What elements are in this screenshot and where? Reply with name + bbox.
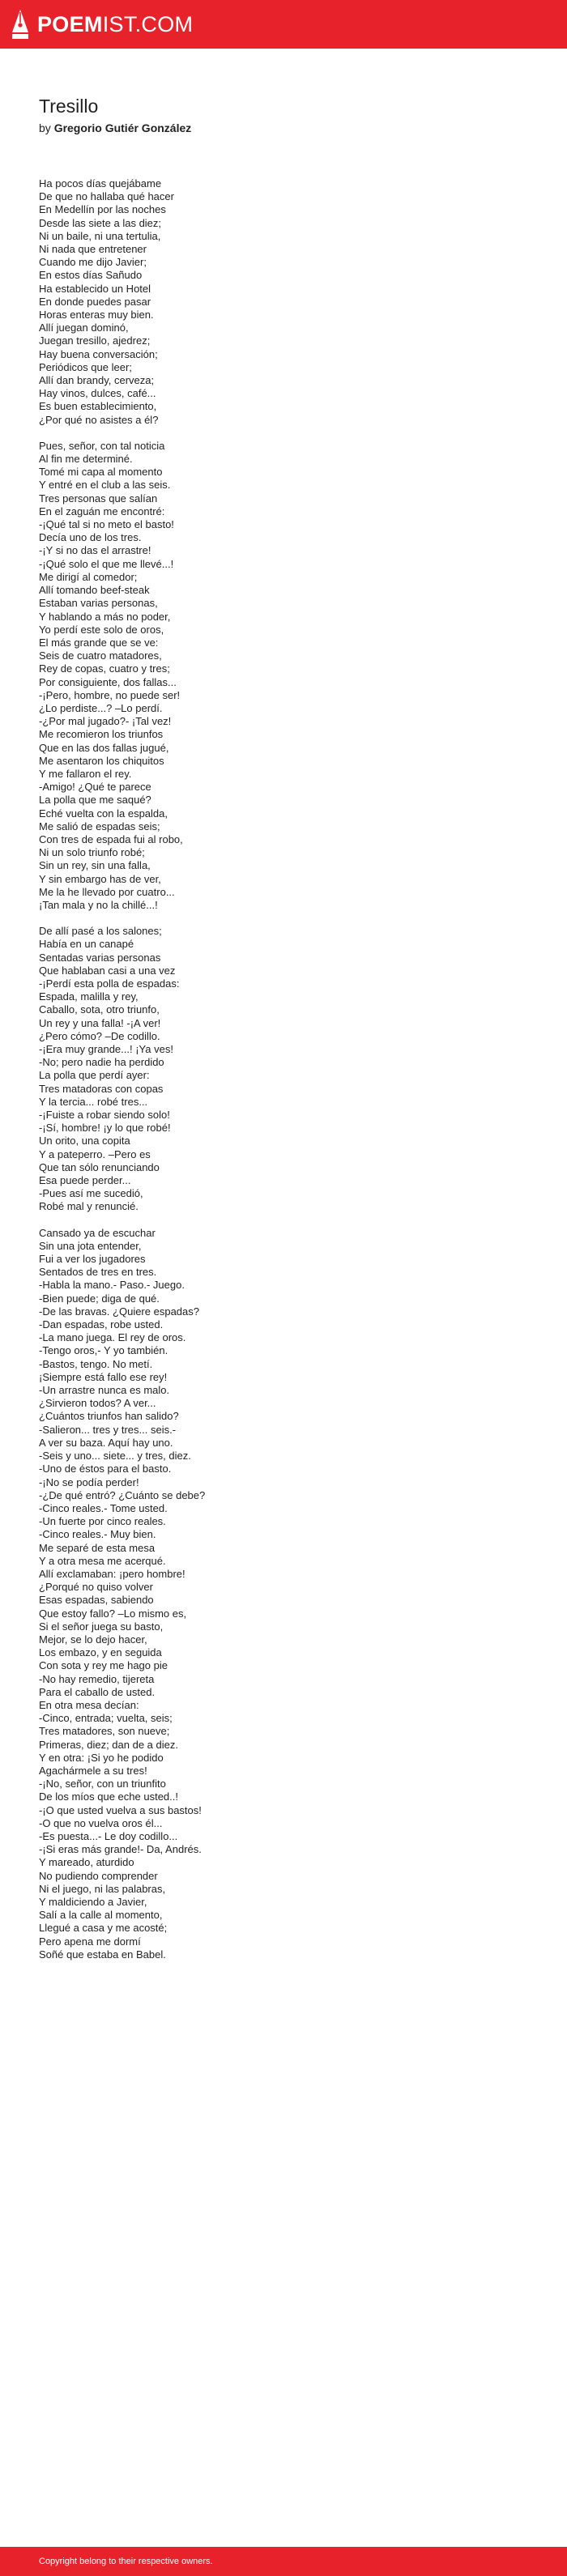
poem-line: Pero apena me dormí xyxy=(39,1935,141,1948)
byline xyxy=(39,121,567,134)
poem-line: -No; pero nadie ha perdido xyxy=(39,1056,164,1069)
poem-line: Y a otra mesa me acerqué. xyxy=(39,1554,166,1567)
poem-line: ¿Pero cómo? –De codillo. xyxy=(39,1029,160,1042)
poem-line: Fui a ver los jugadores xyxy=(39,1253,146,1266)
poem-line: Y mareado, aturdido xyxy=(39,1856,134,1869)
poem-line: Si el señor juega su basto, xyxy=(39,1620,164,1633)
pen-nib-icon xyxy=(10,8,31,40)
poem-line: -Seis y uno... siete... y tres, diez. xyxy=(39,1450,191,1463)
poem-line: Agachármele a su tres! xyxy=(39,1764,147,1777)
poem-line: -¿De qué entró? ¿Cuánto se debe? xyxy=(39,1488,206,1501)
poem-line: -De las bravas. ¿Quiere espadas? xyxy=(39,1305,199,1318)
poem-line: Ni un solo triunfo robé; xyxy=(39,846,145,859)
poem-line: Me separé de esta mesa xyxy=(39,1541,156,1554)
poem-line: ¡Siempre está fallo ese rey! xyxy=(39,1370,168,1383)
poem-line: De allí pasé a los salones; xyxy=(39,925,162,938)
poem-line: Mejor, se lo dejo hacer, xyxy=(39,1633,147,1646)
copyright-text: Copyright belong to their respective owners. xyxy=(39,2557,213,2566)
poem-line: Primeras, diez; dan de a diez. xyxy=(39,1738,178,1751)
poem-line: ¿Lo perdiste...? –Lo perdí. xyxy=(39,701,163,714)
poem-line: ¡Tan mala y no la chillé...! xyxy=(39,898,158,911)
poem-line: Allí juegan dominó, xyxy=(39,321,129,334)
poem-line: -No hay remedio, tijereta xyxy=(39,1672,155,1685)
poem-line: Tomé mi capa al momento xyxy=(39,466,163,479)
poem-line: -Salieron... tres y tres... seis.- xyxy=(39,1423,177,1436)
poem-line: -¡No se podía perder! xyxy=(39,1475,139,1488)
poem-line: -¡Y si no das el arrastre! xyxy=(39,544,151,557)
poem-stanza xyxy=(39,1227,567,1961)
poem-line: Ha pocos días quejábame xyxy=(39,177,162,189)
poem-line: -¡Si eras más grande!- Da, Andrés. xyxy=(39,1843,202,1856)
poem-line: -Amigo! ¿Qué te parece xyxy=(39,781,151,794)
poem-line: Me recomieron los triunfos xyxy=(39,728,164,741)
poem-line: -¡Era muy grande...! ¡Ya ves! xyxy=(39,1043,173,1055)
poem-line: -¡Qué tal si no meto el basto! xyxy=(39,518,174,531)
poem-line: Y la tercia... robé tres... xyxy=(39,1095,148,1108)
poem-line: -Un arrastre nunca es malo. xyxy=(39,1384,170,1397)
poem-line: Me la he llevado por cuatro... xyxy=(39,885,175,898)
poem-line: Y entré en el club a las seis. xyxy=(39,479,171,492)
poem-line: Me salió de espadas seis; xyxy=(39,820,160,832)
poem-line: Estaban varias personas, xyxy=(39,597,158,610)
poem-line: Sentados de tres en tres. xyxy=(39,1266,157,1279)
poem-line: Esas espadas, sabiendo xyxy=(39,1594,154,1607)
poem-line: El más grande que se ve: xyxy=(39,636,159,649)
poem-line: De los míos que eche usted..! xyxy=(39,1790,178,1803)
poem-line: -Bien puede; diga de qué. xyxy=(39,1292,160,1305)
poem-line: -Es puesta...- Le doy codillo... xyxy=(39,1829,178,1842)
poem-line: -Un fuerte por cinco reales. xyxy=(39,1515,166,1528)
poem-line: Periódicos que leer; xyxy=(39,360,132,373)
author-name[interactable]: Gregorio Gutiér González xyxy=(53,121,192,134)
poem-line: Y sin embargo has de ver, xyxy=(39,872,161,885)
poem-line: La polla que me saqué? xyxy=(39,794,151,807)
poem-line: Sin un rey, sin una falla, xyxy=(39,859,151,872)
poem-line: Sentadas varias personas xyxy=(39,951,161,964)
poem-line: -Tengo oros,- Y yo también. xyxy=(39,1344,168,1357)
poem-line: ¿Cuántos triunfos han salido? xyxy=(39,1410,179,1423)
poem-line: Robé mal y renuncié. xyxy=(39,1200,139,1213)
poem-line: Que tan sólo renunciando xyxy=(39,1160,160,1173)
poem-line: -O que no vuelva oros él... xyxy=(39,1816,163,1829)
poem-line: Me dirigí al comedor; xyxy=(39,570,138,583)
poem-line: Con sota y rey me hago pie xyxy=(39,1659,168,1672)
poem-line: Cuando me dijo Javier; xyxy=(39,256,147,269)
site-footer xyxy=(0,2547,567,2576)
poem-line: Caballo, sota, otro triunfo, xyxy=(39,1003,160,1016)
poem-line: Allí dan brandy, cerveza; xyxy=(39,374,155,387)
poem-line: -Cinco reales.- Tome usted. xyxy=(39,1501,168,1514)
poem-line: Los embazo, y en seguida xyxy=(39,1646,162,1659)
main-content xyxy=(0,49,567,2547)
poem-line: Y a pateperro. –Pero es xyxy=(39,1147,151,1160)
poem-stanza xyxy=(39,177,567,427)
byline-prefix: by xyxy=(39,121,54,134)
poem-line: Un orito, una copita xyxy=(39,1135,130,1147)
poem-line: Tres matadores, son nueve; xyxy=(39,1725,170,1738)
poem-body xyxy=(39,177,567,1961)
logo-text-light: IST.COM xyxy=(102,11,194,36)
poem-line: Allí tomando beef-steak xyxy=(39,584,150,597)
poem-line: -¡Fuiste a robar siendo solo! xyxy=(39,1109,170,1122)
poem-title: Tresillo xyxy=(39,96,99,117)
poem-line: De que no hallaba qué hacer xyxy=(39,190,174,203)
poem-line: -¡Pero, hombre, no puede ser! xyxy=(39,688,181,701)
poem-line: Que en las dos fallas jugué, xyxy=(39,741,169,754)
poem-line: Eché vuelta con la espalda, xyxy=(39,807,168,820)
poem-line: Pues, señor, con tal noticia xyxy=(39,439,165,452)
poem-line: Al fin me determiné. xyxy=(39,453,133,466)
poem-line: Ni el juego, ni las palabras, xyxy=(39,1882,166,1895)
poem-line: Cansado ya de escuchar xyxy=(39,1226,156,1239)
poem-line: -¡Sí, hombre! ¡y lo que robé! xyxy=(39,1122,171,1135)
poem-line: Espada, malilla y rey, xyxy=(39,990,139,1003)
site-logo[interactable] xyxy=(10,8,193,40)
poem-line: ¿Sirvieron todos? A ver... xyxy=(39,1397,156,1410)
poem-line: -¡O que usted vuelva a sus bastos! xyxy=(39,1803,202,1816)
poem-line: Esa puede perder... xyxy=(39,1174,131,1187)
poem-line: -¡Perdí esta polla de espadas: xyxy=(39,977,180,990)
poem-line: Tres matadoras con copas xyxy=(39,1082,164,1095)
poem-line: En Medellín por las noches xyxy=(39,203,166,216)
poem-line: Por consiguiente, dos fallas... xyxy=(39,675,177,688)
poem-line: En estos días Sañudo xyxy=(39,269,143,282)
poem-line: En el zaguán me encontré: xyxy=(39,505,165,517)
poem-line: No pudiendo comprender xyxy=(39,1869,158,1882)
poem-line: Llegué a casa y me acosté; xyxy=(39,1922,168,1935)
poem-line: -¡Qué solo el que me llevé...! xyxy=(39,557,174,570)
poem-line: ¿Porqué no quiso volver xyxy=(39,1581,153,1594)
poem-line: ¿Por qué no asistes a él? xyxy=(39,413,159,426)
poem-line: Que hablaban casi a una vez xyxy=(39,964,176,977)
poem-line: Hay vinos, dulces, café... xyxy=(39,387,156,400)
poem-line: Desde las siete a las diez; xyxy=(39,216,162,229)
poem-line: Soñé que estaba en Babel. xyxy=(39,1948,166,1961)
poem-line: Me asentaron los chiquitos xyxy=(39,754,164,767)
poem-line: Salí a la calle al momento, xyxy=(39,1909,163,1922)
logo-text-bold: POEM xyxy=(37,11,103,36)
poem-line: Juegan tresillo, ajedrez; xyxy=(39,334,151,347)
poem-line: Es buen establecimiento, xyxy=(39,400,157,413)
site-header xyxy=(0,0,567,49)
poem-stanza xyxy=(39,925,567,1213)
poem-line: Horas enteras muy bien. xyxy=(39,309,154,321)
poem-line: La polla que perdí ayer: xyxy=(39,1069,150,1082)
logo-text xyxy=(37,12,193,37)
poem-line: Había en un canapé xyxy=(39,938,134,951)
poem-line: Yo perdí este solo de oros, xyxy=(39,623,164,636)
poem-line: -Cinco reales.- Muy bien. xyxy=(39,1528,156,1541)
poem-line: A ver su baza. Aquí hay uno. xyxy=(39,1436,173,1449)
poem-line: Y me fallaron el rey. xyxy=(39,767,132,780)
poem-line: -La mano juega. El rey de oros. xyxy=(39,1331,186,1344)
poem-line: Tres personas que salían xyxy=(39,492,158,505)
poem-stanza xyxy=(39,440,567,912)
poem-line: Ha establecido un Hotel xyxy=(39,282,151,295)
poem-line: -Cinco, entrada; vuelta, seis; xyxy=(39,1712,173,1725)
poem-line: En donde puedes pasar xyxy=(39,295,151,308)
poem-line: Ni un baile, ni una tertulia, xyxy=(39,229,161,242)
poem-line: -Dan espadas, robe usted. xyxy=(39,1318,164,1331)
poem-line: Y maldiciendo a Javier, xyxy=(39,1896,147,1908)
poem-line: Hay buena conversación; xyxy=(39,347,158,360)
poem-line: -Uno de éstos para el basto. xyxy=(39,1463,172,1475)
poem-line: En otra mesa decían: xyxy=(39,1698,139,1711)
poem-line: -Pues así me sucedió, xyxy=(39,1187,143,1200)
poem-line: Para el caballo de usted. xyxy=(39,1685,156,1698)
poem-line: Con tres de espada fui al robo, xyxy=(39,832,183,845)
poem-line: -Habla la mano.- Paso.- Juego. xyxy=(39,1279,185,1292)
poem-line: Seis de cuatro matadores, xyxy=(39,649,162,662)
poem-line: Allí exclamaban: ¡pero hombre! xyxy=(39,1567,185,1580)
poem-line: Decía uno de los tres. xyxy=(39,531,142,544)
poem-line: Rey de copas, cuatro y tres; xyxy=(39,662,170,675)
poem-line: Y en otra: ¡Si yo he podido xyxy=(39,1751,164,1764)
poem-line: Sin una jota entender, xyxy=(39,1239,142,1252)
poem-line: -Bastos, tengo. No metí. xyxy=(39,1357,153,1370)
poem-line: -¿Por mal jugado?- ¡Tal vez! xyxy=(39,715,172,728)
poem-line: -¡No, señor, con un triunfito xyxy=(39,1778,166,1790)
poem-line: Y hablando a más no poder, xyxy=(39,610,171,623)
poem-line: Que estoy fallo? –Lo mismo es, xyxy=(39,1607,187,1620)
poem-line: Ni nada que entretener xyxy=(39,243,147,256)
poem-line: Un rey y una falla! -¡A ver! xyxy=(39,1016,161,1029)
